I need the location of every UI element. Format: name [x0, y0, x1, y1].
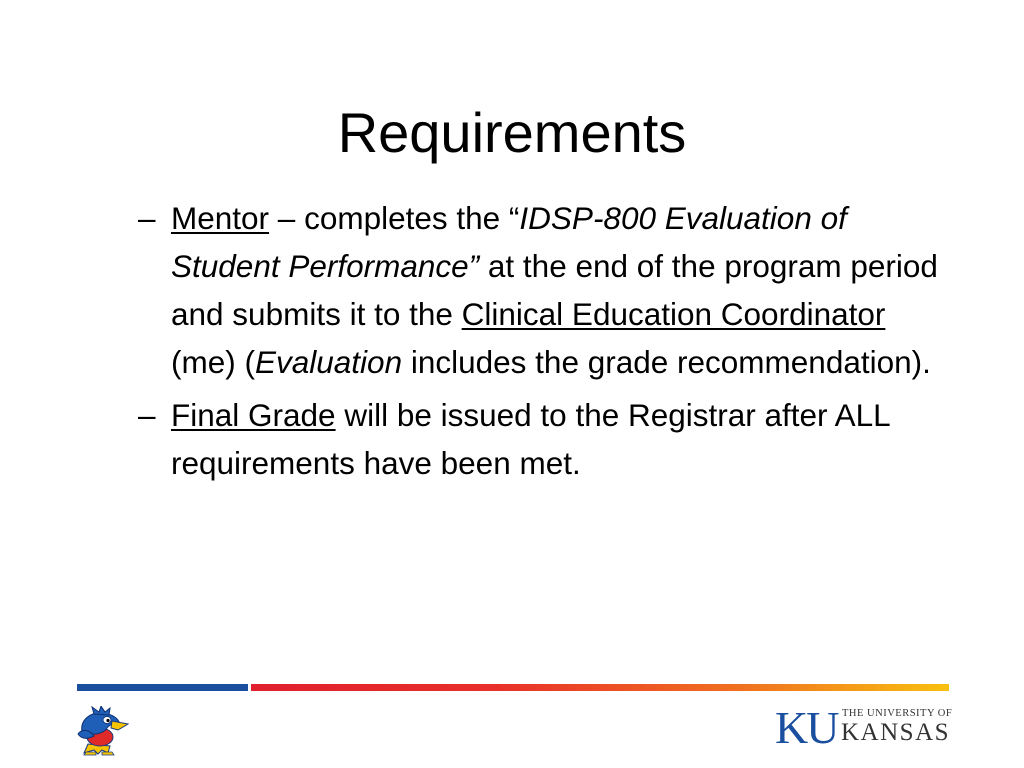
segment-final-grade: Final Grade	[171, 397, 336, 433]
bullet-marker: –	[138, 397, 156, 433]
segment-mentor: Mentor	[171, 200, 270, 236]
slide-title: Requirements	[337, 101, 687, 164]
ku-logo-line2: KANSAS	[841, 719, 951, 746]
ku-logo-letters: KU	[775, 702, 838, 753]
segment-text: at the end of the program period and submits it to the	[171, 248, 938, 332]
ku-logo-line1: THE UNIVERSITY OF	[842, 708, 953, 719]
segment-text: will be issued to the Registrar after ALL requirements have been met.	[171, 397, 890, 481]
segment-form-name: IDSP-800 Evaluation of Student Performance”	[171, 200, 847, 284]
segment-text: (me) (	[171, 344, 255, 380]
segment-evaluation: Evaluation	[254, 344, 403, 380]
bullet-list	[138, 194, 948, 492]
footer-bar-blue	[77, 684, 248, 691]
jayhawk-mascot-icon	[74, 706, 130, 756]
footer-color-bar	[77, 684, 949, 691]
segment-text: includes the grade recommendation).	[402, 344, 931, 380]
segment-coordinator: Clinical Education Coordinator	[461, 296, 886, 332]
bullet-mentor	[138, 194, 948, 386]
ku-logo	[775, 702, 951, 752]
bullet-final-grade	[138, 391, 948, 487]
footer-bar-gradient	[251, 684, 949, 691]
bullet-marker: –	[138, 200, 156, 236]
segment-text: – completes the “	[269, 200, 520, 236]
